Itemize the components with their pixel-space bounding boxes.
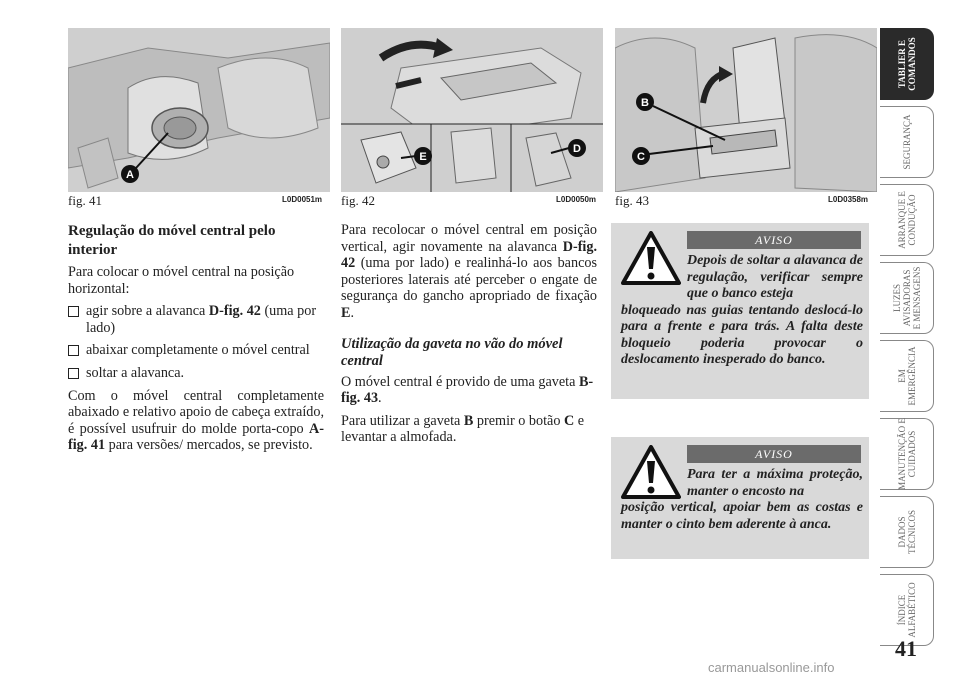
label-b: B — [641, 97, 649, 109]
figure-43-image — [615, 28, 877, 192]
car-interior-cupholder-illustration — [68, 28, 330, 192]
tab-dados-tecnicos[interactable]: DADOS TÉCNICOS — [880, 496, 934, 568]
fig-41-caption: fig. 41 — [68, 193, 102, 208]
tab-em-emergencia[interactable]: EM EMERGÊNCIA — [880, 340, 934, 412]
reposition-paragraph: Para recolocar o móvel central em posição vertical, agir novamente na alavanca D-fig. 42 (uma por lado) e realinhá-lo aos bancos posteriores laterais até perceber o engate de segurança do gancho apropriado de fixação E. — [341, 222, 597, 321]
warning-title: AVISO — [687, 231, 861, 249]
tab-arranque-conducao[interactable]: ARRANQUE E CONDUÇÃO — [880, 184, 934, 256]
intro-paragraph: Para colocar o móvel central na posição horizontal: — [68, 264, 295, 297]
armrest-drawer-illustration — [615, 28, 877, 192]
tab-indice-alfabetico[interactable]: ÍNDICE ALFABÉTICO — [880, 574, 934, 646]
warning-box-1 — [611, 223, 869, 399]
warning-title: AVISO — [687, 445, 861, 463]
label-d: D — [573, 143, 581, 155]
warning-text: Depois de soltar a alavanca de regulação, verificar sempre que o banco esteja bloqueado nas guias tentando deslocá-lo para a frente e para trás. A falta deste bloqueio poderia provocar o deslocamento inesperado do banco. — [621, 253, 863, 367]
section-heading: Regulação do móvel central pelo interior — [68, 223, 276, 258]
checkbox-square-icon — [68, 306, 79, 317]
bullet-item: abaixar completamente o móvel central — [68, 342, 324, 359]
page-number: 41 — [895, 636, 917, 661]
tab-luzes-avisadoras[interactable]: LUZES AVISADORAS E MENSAGENS — [880, 262, 934, 334]
armrest-lever-illustration — [341, 28, 603, 192]
drawer-paragraph: O móvel central é provido de uma gaveta B-fig. 43. — [341, 373, 594, 407]
fig-41-code: L0D0051m — [282, 195, 323, 204]
fig-42-caption: fig. 42 — [341, 193, 375, 208]
checkbox-square-icon — [68, 345, 79, 356]
warning-text: Para ter a máxima proteção, manter o encosto na posição vertical, apoiar bem as costas e manter o cinto bem aderente à anca. — [621, 467, 863, 532]
fig-43-caption: fig. 43 — [615, 193, 649, 208]
label-c: C — [637, 151, 645, 163]
label-a: A — [126, 169, 134, 181]
label-e: E — [419, 151, 427, 163]
watermark: carmanualsonline.info — [708, 660, 835, 675]
tab-tablier-comandos[interactable]: TABLIER E COMANDOS — [880, 28, 934, 100]
figure-42-image — [341, 28, 603, 192]
cupholder-paragraph: Com o móvel central completamente abaixado e relativo apoio de cabeça extraído, é possível usufruir do molde porta-copo A-fig. 41 para versões/ mercados, se previsto. — [68, 387, 324, 454]
figure-41-image — [68, 28, 330, 192]
drawer-usage-paragraph: Para utilizar a gaveta B premir o botão C e levantar a almofada. — [341, 412, 585, 446]
tab-seguranca[interactable]: SEGURANÇA — [880, 106, 934, 178]
text-column-2 — [341, 222, 597, 452]
text-column-1 — [68, 222, 324, 460]
bullet-item: soltar a alavanca. — [68, 365, 324, 382]
fig-42-code: L0D0050m — [556, 195, 597, 204]
checkbox-square-icon — [68, 368, 79, 379]
warning-box-2 — [611, 437, 869, 559]
bullet-item: agir sobre a alavanca D-fig. 42 (uma por lado) — [68, 303, 324, 336]
drawer-subheading: Utilização da gaveta no vão do móvel central — [341, 335, 563, 369]
tab-manutencao-cuidados[interactable]: MANUTENÇÃO E CUIDADOS — [880, 418, 934, 490]
fig-43-code: L0D0358m — [828, 195, 869, 204]
